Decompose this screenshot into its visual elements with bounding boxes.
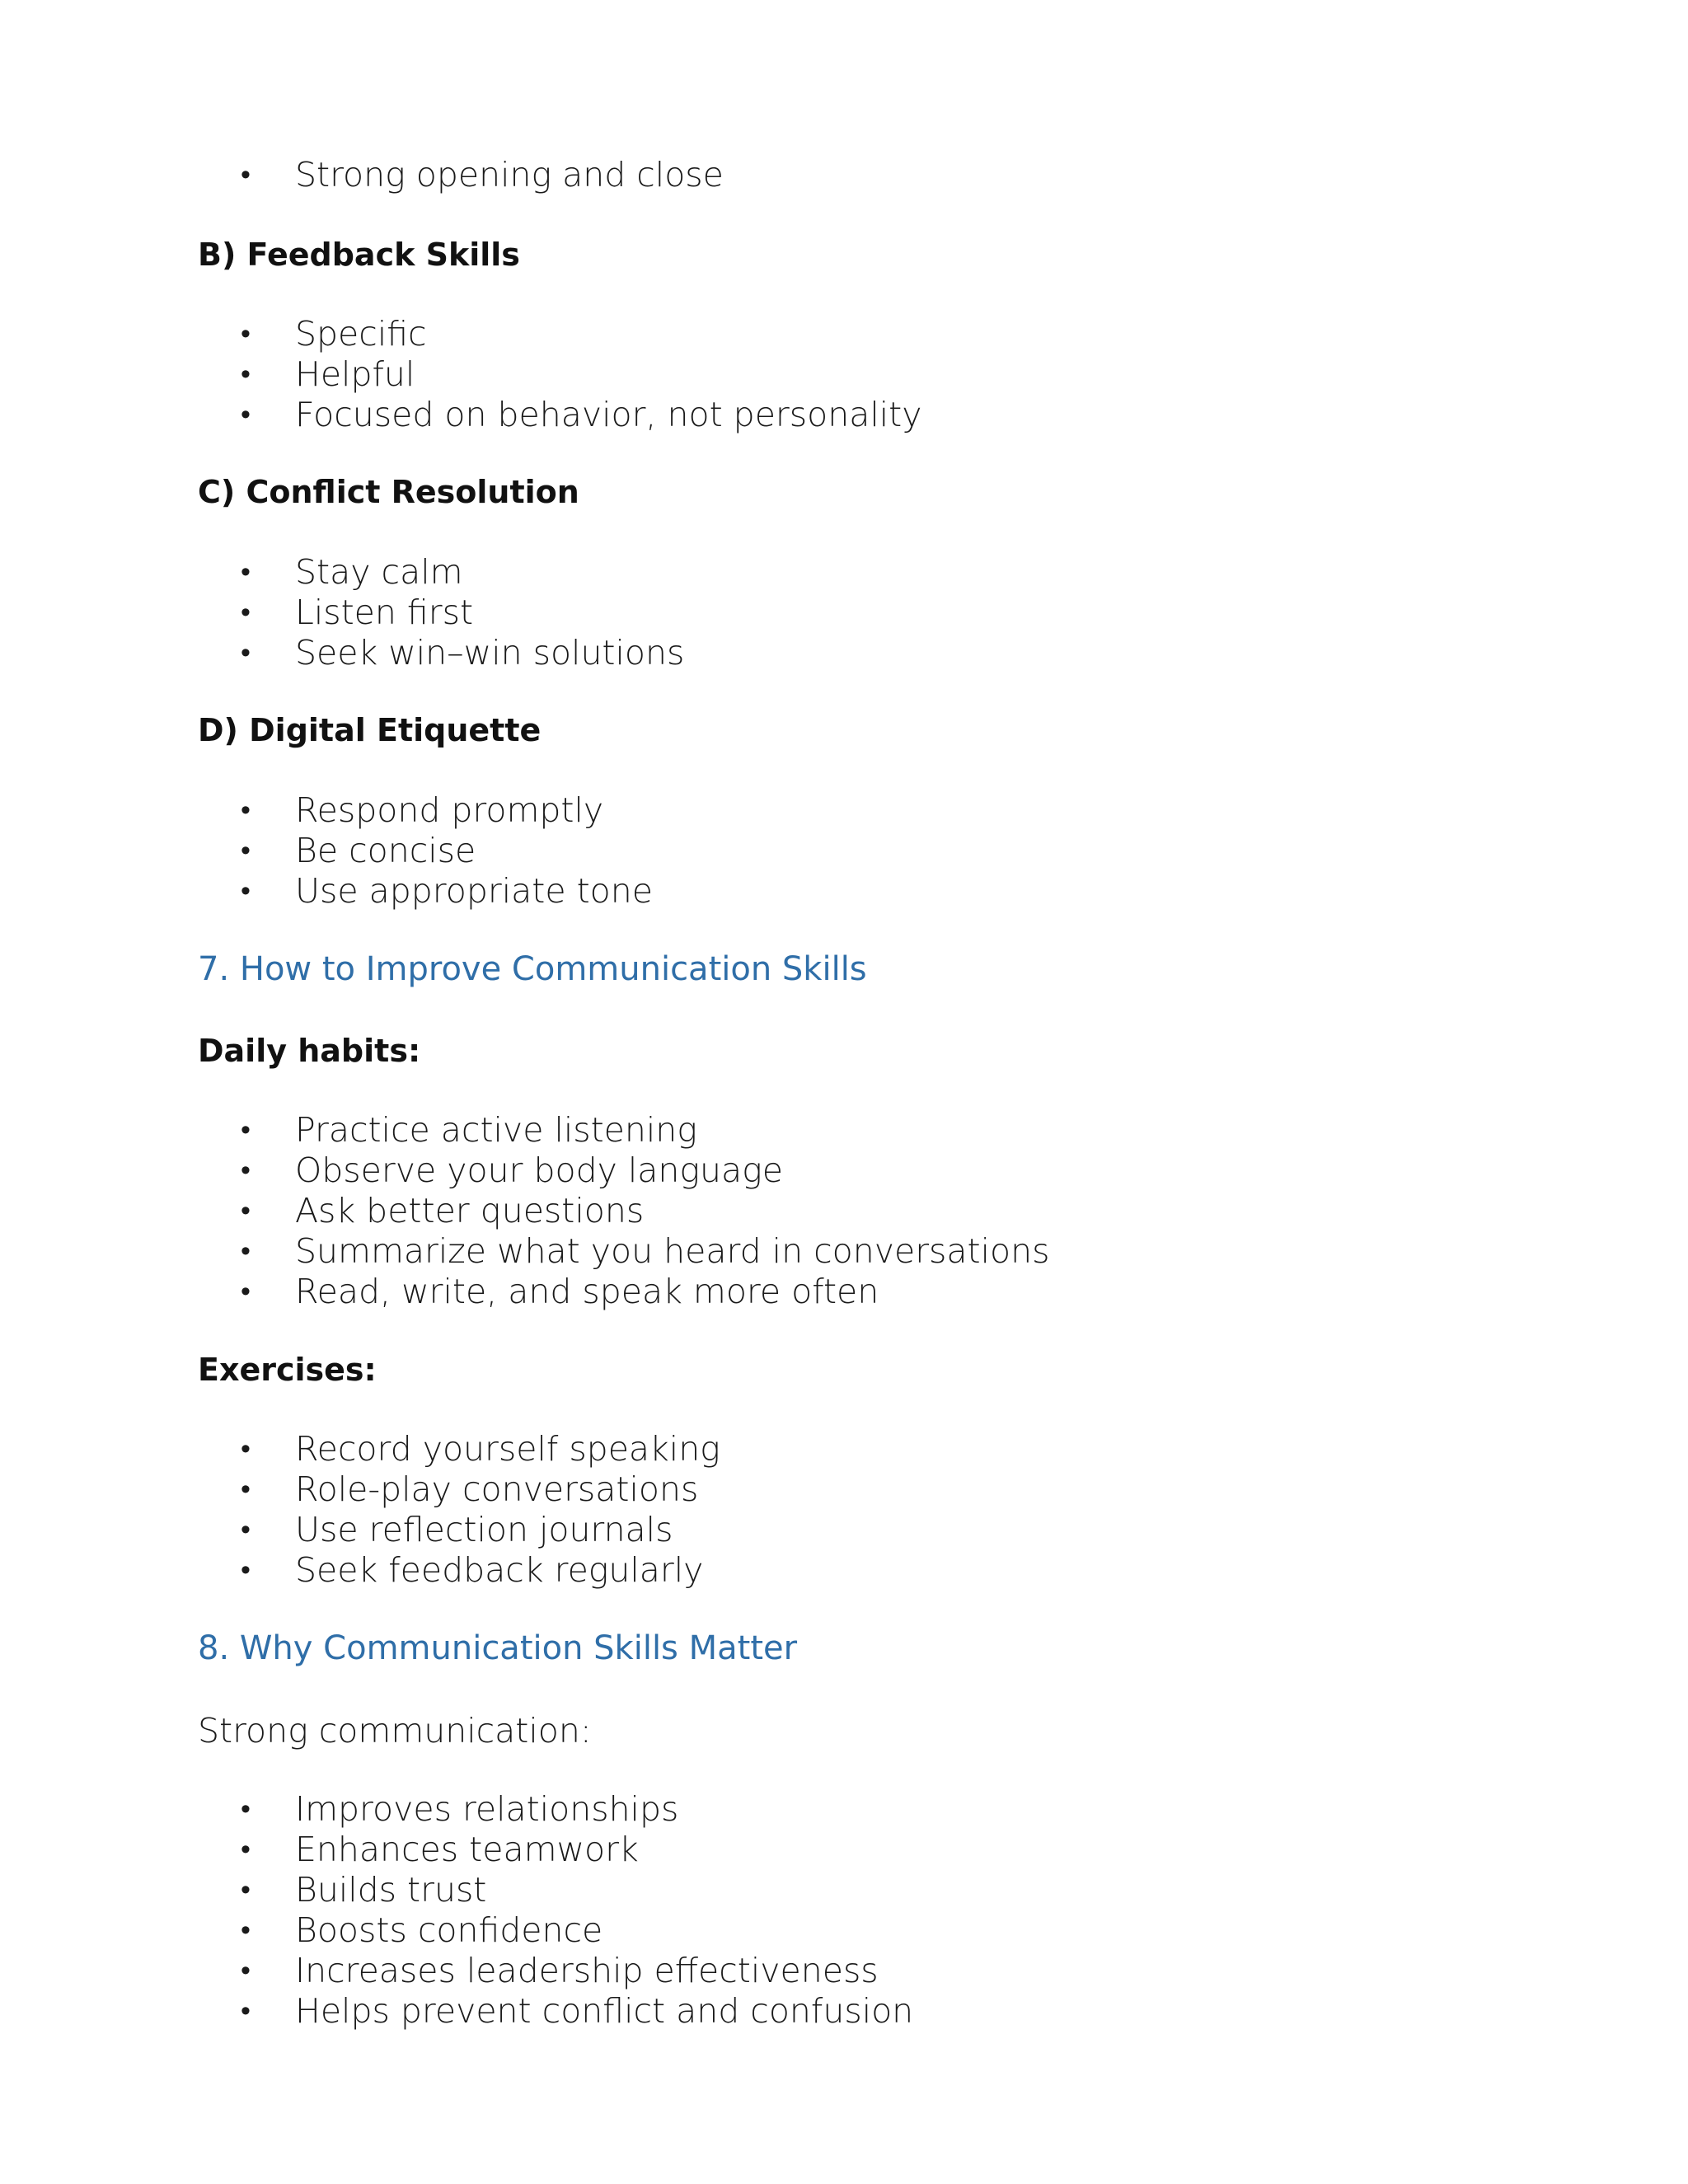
list-item [198, 395, 922, 434]
bullet-icon: • [241, 1194, 251, 1227]
bullet-icon: • [241, 1554, 251, 1586]
list-item [198, 1272, 879, 1311]
list-item-text: Specific [295, 314, 427, 354]
list-item-text: Seek win–win solutions [295, 633, 685, 673]
list-item-text: Role-play conversations [295, 1469, 699, 1509]
list-item [198, 1110, 697, 1150]
list-item [198, 1789, 679, 1829]
list-item [198, 354, 415, 394]
list-item [198, 593, 474, 632]
bullet-icon: • [241, 1513, 251, 1546]
list-item [198, 1550, 704, 1590]
list-item-text: Be concise [295, 831, 476, 870]
bullet-icon: • [241, 834, 251, 867]
bullet-icon: • [241, 636, 251, 669]
bullet-icon: • [241, 555, 251, 588]
list-item-text: Helpful [295, 354, 415, 394]
list-item-text: Enhances teamwork [295, 1830, 639, 1869]
list-item-text: Seek feedback regularly [295, 1550, 704, 1590]
list-item [198, 1469, 699, 1509]
subheading-daily-habits: Daily habits: [198, 1033, 421, 1069]
section-title-7: 7. How to Improve Communication Skills [198, 950, 867, 988]
list-item [198, 1830, 639, 1869]
list-item-text: Focused on behavior, not personality [295, 395, 922, 434]
bullet-icon: • [241, 317, 251, 350]
list-item-text: Strong opening and close [295, 155, 724, 194]
intro-text: Strong communication: [198, 1711, 592, 1750]
bullet-icon: • [241, 1432, 251, 1465]
list-item-text: Record yourself speaking [295, 1429, 720, 1469]
bullet-icon: • [241, 1793, 251, 1825]
list-item [198, 633, 685, 673]
list-item [198, 1951, 879, 1990]
list-item-text: Observe your body language [295, 1151, 783, 1190]
bullet-icon: • [241, 794, 251, 827]
list-item [198, 1910, 603, 1950]
list-item-text: Stay calm [295, 552, 463, 592]
list-item-text: Practice active listening [295, 1110, 697, 1150]
bullet-icon: • [241, 158, 251, 191]
bullet-icon: • [241, 1914, 251, 1947]
bullet-icon: • [241, 1473, 251, 1506]
list-item [198, 1510, 673, 1549]
bullet-icon: • [241, 874, 251, 907]
list-item [198, 1429, 720, 1469]
list-item [198, 1991, 914, 2031]
bullet-icon: • [241, 1154, 251, 1187]
bullet-icon: • [241, 1994, 251, 2027]
list-item-text: Increases leadership effectiveness [295, 1951, 879, 1990]
list-item [198, 314, 427, 354]
list-item-text: Summarize what you heard in conversations [295, 1231, 1050, 1271]
bullet-icon: • [241, 1275, 251, 1308]
bullet-icon: • [241, 596, 251, 629]
list-item [198, 831, 476, 870]
list-item [198, 1870, 487, 1910]
bullet-icon: • [241, 1235, 251, 1268]
section-title-8: 8. Why Communication Skills Matter [198, 1629, 798, 1667]
list-item-text: Ask better questions [295, 1191, 645, 1230]
list-item [198, 1191, 645, 1230]
bullet-icon: • [241, 1833, 251, 1866]
bullet-icon: • [241, 358, 251, 391]
list-item-text: Listen first [295, 593, 474, 632]
list-item-text: Read, write, and speak more often [295, 1272, 879, 1311]
list-item-text: Improves relationships [295, 1789, 679, 1829]
list-item-text: Use reflection journals [295, 1510, 673, 1549]
list-item-text: Respond promptly [295, 790, 604, 830]
list-item [198, 1231, 1050, 1271]
subheading-feedback-skills: B) Feedback Skills [198, 237, 520, 273]
list-item-text: Builds trust [295, 1870, 487, 1910]
subheading-exercises: Exercises: [198, 1352, 377, 1388]
bullet-icon: • [241, 398, 251, 431]
list-item [198, 790, 604, 830]
bullet-icon: • [241, 1873, 251, 1906]
list-item [198, 552, 463, 592]
list-item [198, 155, 724, 194]
list-item-text: Helps prevent conflict and confusion [295, 1991, 914, 2031]
list-item [198, 871, 653, 911]
subheading-digital-etiquette: D) Digital Etiquette [198, 712, 542, 748]
bullet-icon: • [241, 1954, 251, 1987]
list-item [198, 1151, 783, 1190]
subheading-conflict-resolution: C) Conflict Resolution [198, 474, 579, 510]
list-item-text: Boosts confidence [295, 1910, 603, 1950]
bullet-icon: • [241, 1113, 251, 1146]
list-item-text: Use appropriate tone [295, 871, 653, 911]
